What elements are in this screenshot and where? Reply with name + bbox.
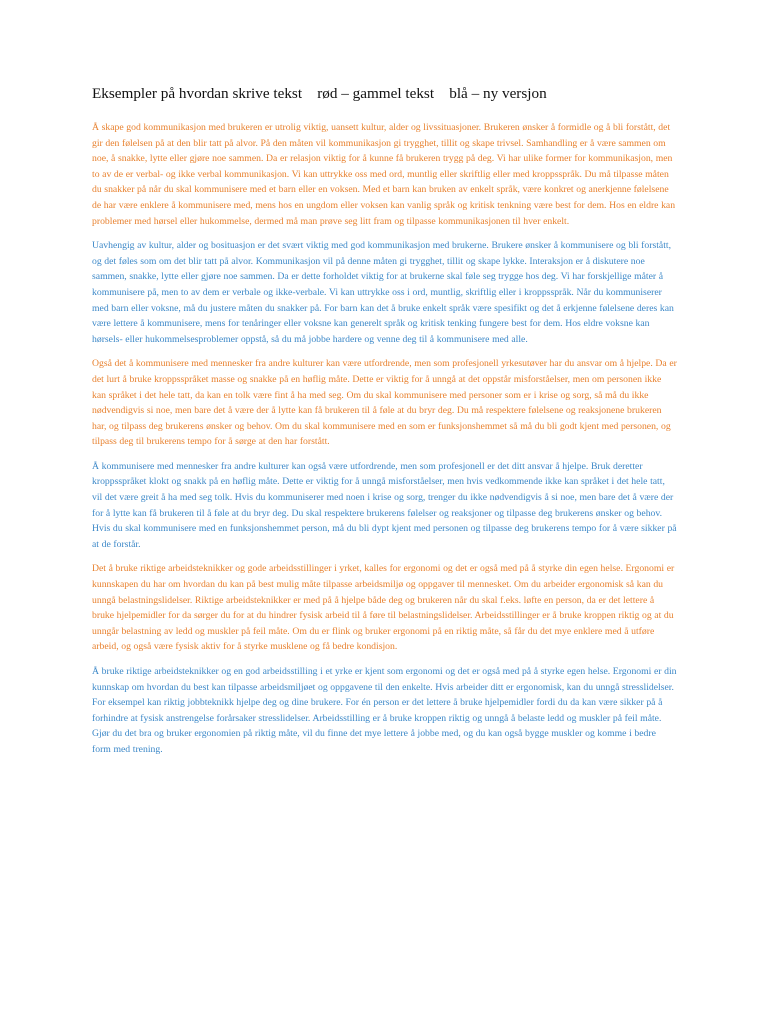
document-page [92, 84, 677, 767]
paragraph-old-2: Også det å kommunisere med mennesker fra andre kulturer kan være utfordrende, men som profesjonell yrkesutøver har du ansvar om å hjelpe. Da er det lurt å bruke kroppsspråket masse og snakke på en høflig måte. Dette er viktig for å unngå at det oppstår misforståelser, men om personen ikke kan språket i det hele tatt, da kan en tolk være fint å ha med seg. Om du skal kommunisere med personer som er i krise og sorg, så må du ikke nødvendigvis si noe, men bare det å være der å lytte kan få brukeren til å føle at du bryr deg. Du må respektere følelsene og reaksjonene brukeren har, og tilpass deg brukerens ønsker og behov. Om du skal kommunisere med en som er funksjonshemmet så må du bli godt kjent med personen, og tilpass deg til brukerens tempo for å sørge at den har forstått. [92, 358, 677, 448]
paragraph-old-1: Å skape god kommunikasjon med brukeren er utrolig viktig, uansett kultur, alder og livssituasjoner. Brukeren ønsker å formidle og å bli forstått, det gir den følelsen på at den blir tatt på alvor. På den måten vil kommunikasjon gi trygghet, tillit og skape trivsel. Samhandling er å være sammen om noe, å snakke, lytte eller gjøre noe sammen. Da er relasjon viktig for å kunne få brukeren trygg på deg. Vi har ulike former for kommunikasjon, men to av de er verbal- og ikke verbal kommunikasjon. Vi kan uttrykke oss med ord, muntlig eller skriftlig eller med kroppsspråk. Du må tilpasse måten du snakker på når du skal kommunisere med et barn eller en voksen. Med et barn kan bruken av enkelt språk, være konkret og anerkjenne følelsene de har være enklere å kommunisere med, mens hos en ungdom eller voksen kan vanlig språk og kritisk tenkning være best for dem. Hos en eldre kan problemer med hørsel eller hukommelse, dermed må man prøve seg litt fram og tilpasse kommunikasjonen til hver enkelt. [92, 122, 676, 227]
paragraph-new-3: Å bruke riktige arbeidsteknikker og en god arbeidsstilling i et yrke er kjent som ergonomi og det er også med på å styrke egen helse. Ergonomi er din kunnskap om hvordan du best kan tilpasse arbeidsmiljøet og oppgavene til den enkelte. Hvis arbeider ditt er ergonomisk, kan du unngå stresslidelser. For eksempel kan riktig jobbteknikk hjelpe deg og dine brukere. For én person er det lettere å bruke hjelpemidler fordi du da kan være sikker på å forhindre at fysisk anstrengelse forårsaker stresslidelser. Arbeidsstilling er å bruke kroppen riktig og unngå å belaste ledd og muskler på feil måte. Gjør du det bra og bruker ergonomien på riktig måte, vil du finne det mye lettere å jobbe med, og du kan også bygge muskler og komme i bedre form med trening. [92, 666, 677, 755]
paragraph-old-3: Det å bruke riktige arbeidsteknikker og gode arbeidsstillinger i yrket, kalles for ergonomi og det er også med på å styrke din egen helse. Ergonomi er kunnskapen du har om hvordan du kan på best mulig måte tilpasse arbeidsmiljø og oppgaver til mennesket. Om du arbeider ergonomisk så kan du unngå belastningslidelser. Riktige arbeidsteknikker er med på å hjelpe både deg og brukeren når du skal f.eks. løfte en person, da er det lettere å bruke hjelpemidler for da sørger du for at du hindrer fysisk arbeid til å føre til belastningslidelser. Arbeidsstillinger er å bruke kroppen riktig og at du unngår belastning av ledd og muskler på feil måte. Om du er flink og bruker ergonomi på en riktig måte, så får du det mye enklere med å utføre arbeid, og også være fysisk aktiv for å styrke musklene og få bedre kondisjon. [92, 563, 675, 653]
document-heading: Eksempler på hvordan skrive tekst rød – gammel tekst blå – ny versjon [92, 85, 547, 102]
paragraph-new-1: Uavhengig av kultur, alder og bosituasjon er det svært viktig med god kommunikasjon med brukerne. Brukere ønsker å kommunisere og bli forstått, og det føles som om det blir tatt på alvor. Kommunikasjon vil på denne måten gi trygghet, tillit og skape lykke. Interaksjon er å diskutere noe sammen, snakke, lytte eller gjøre noe sammen. Da er dette forholdet viktig for at brukerne skal føle seg trygge hos deg. Vi har forskjellige måter å kommunisere på, men to av dem er verbale og ikke-verbale. Vi kan uttrykke oss i ord, muntlig, skriftlig eller i kroppsspråk. Når du kommuniserer med barn eller voksne, må du justere måten du snakker på. For barn kan det å bruke enkelt språk være spesifikt og det å erkjenne følelsene deres kan være lettere å kommunisere, mens for tenåringer eller voksne kan generelt språk og kritisk tenking fungere best for dem. Hos eldre voksne kan hørsels- eller hukommelsesproblemer oppstå, så du må jobbe hardere og venne deg til å kommunisere med alle. [92, 240, 674, 345]
paragraph-new-2: Å kommunisere med mennesker fra andre kulturer kan også være utfordrende, men som profesjonell er det ditt ansvar å hjelpe. Bruk deretter kroppsspråket klokt og snakk på en høflig måte. Dette er viktig for å unngå misforståelser, men hvis vedkommende ikke kan språket i det hele tatt, vil det være greit å ha med seg tolk. Hvis du kommuniserer med noen i krise og sorg, trenger du ikke nødvendigvis å si noe, men bare det å være der for å lytte kan få brukeren til å føle at du bryr deg. Du skal respektere brukerens følelser og reaksjoner og tilpasse deg brukerens ønsker og behov. Hvis du skal kommunisere med en funksjonshemmet person, må du bli dypt kjent med personen og tilpasse deg brukerens tempo for å være sikker på at de forstår. [92, 460, 677, 550]
